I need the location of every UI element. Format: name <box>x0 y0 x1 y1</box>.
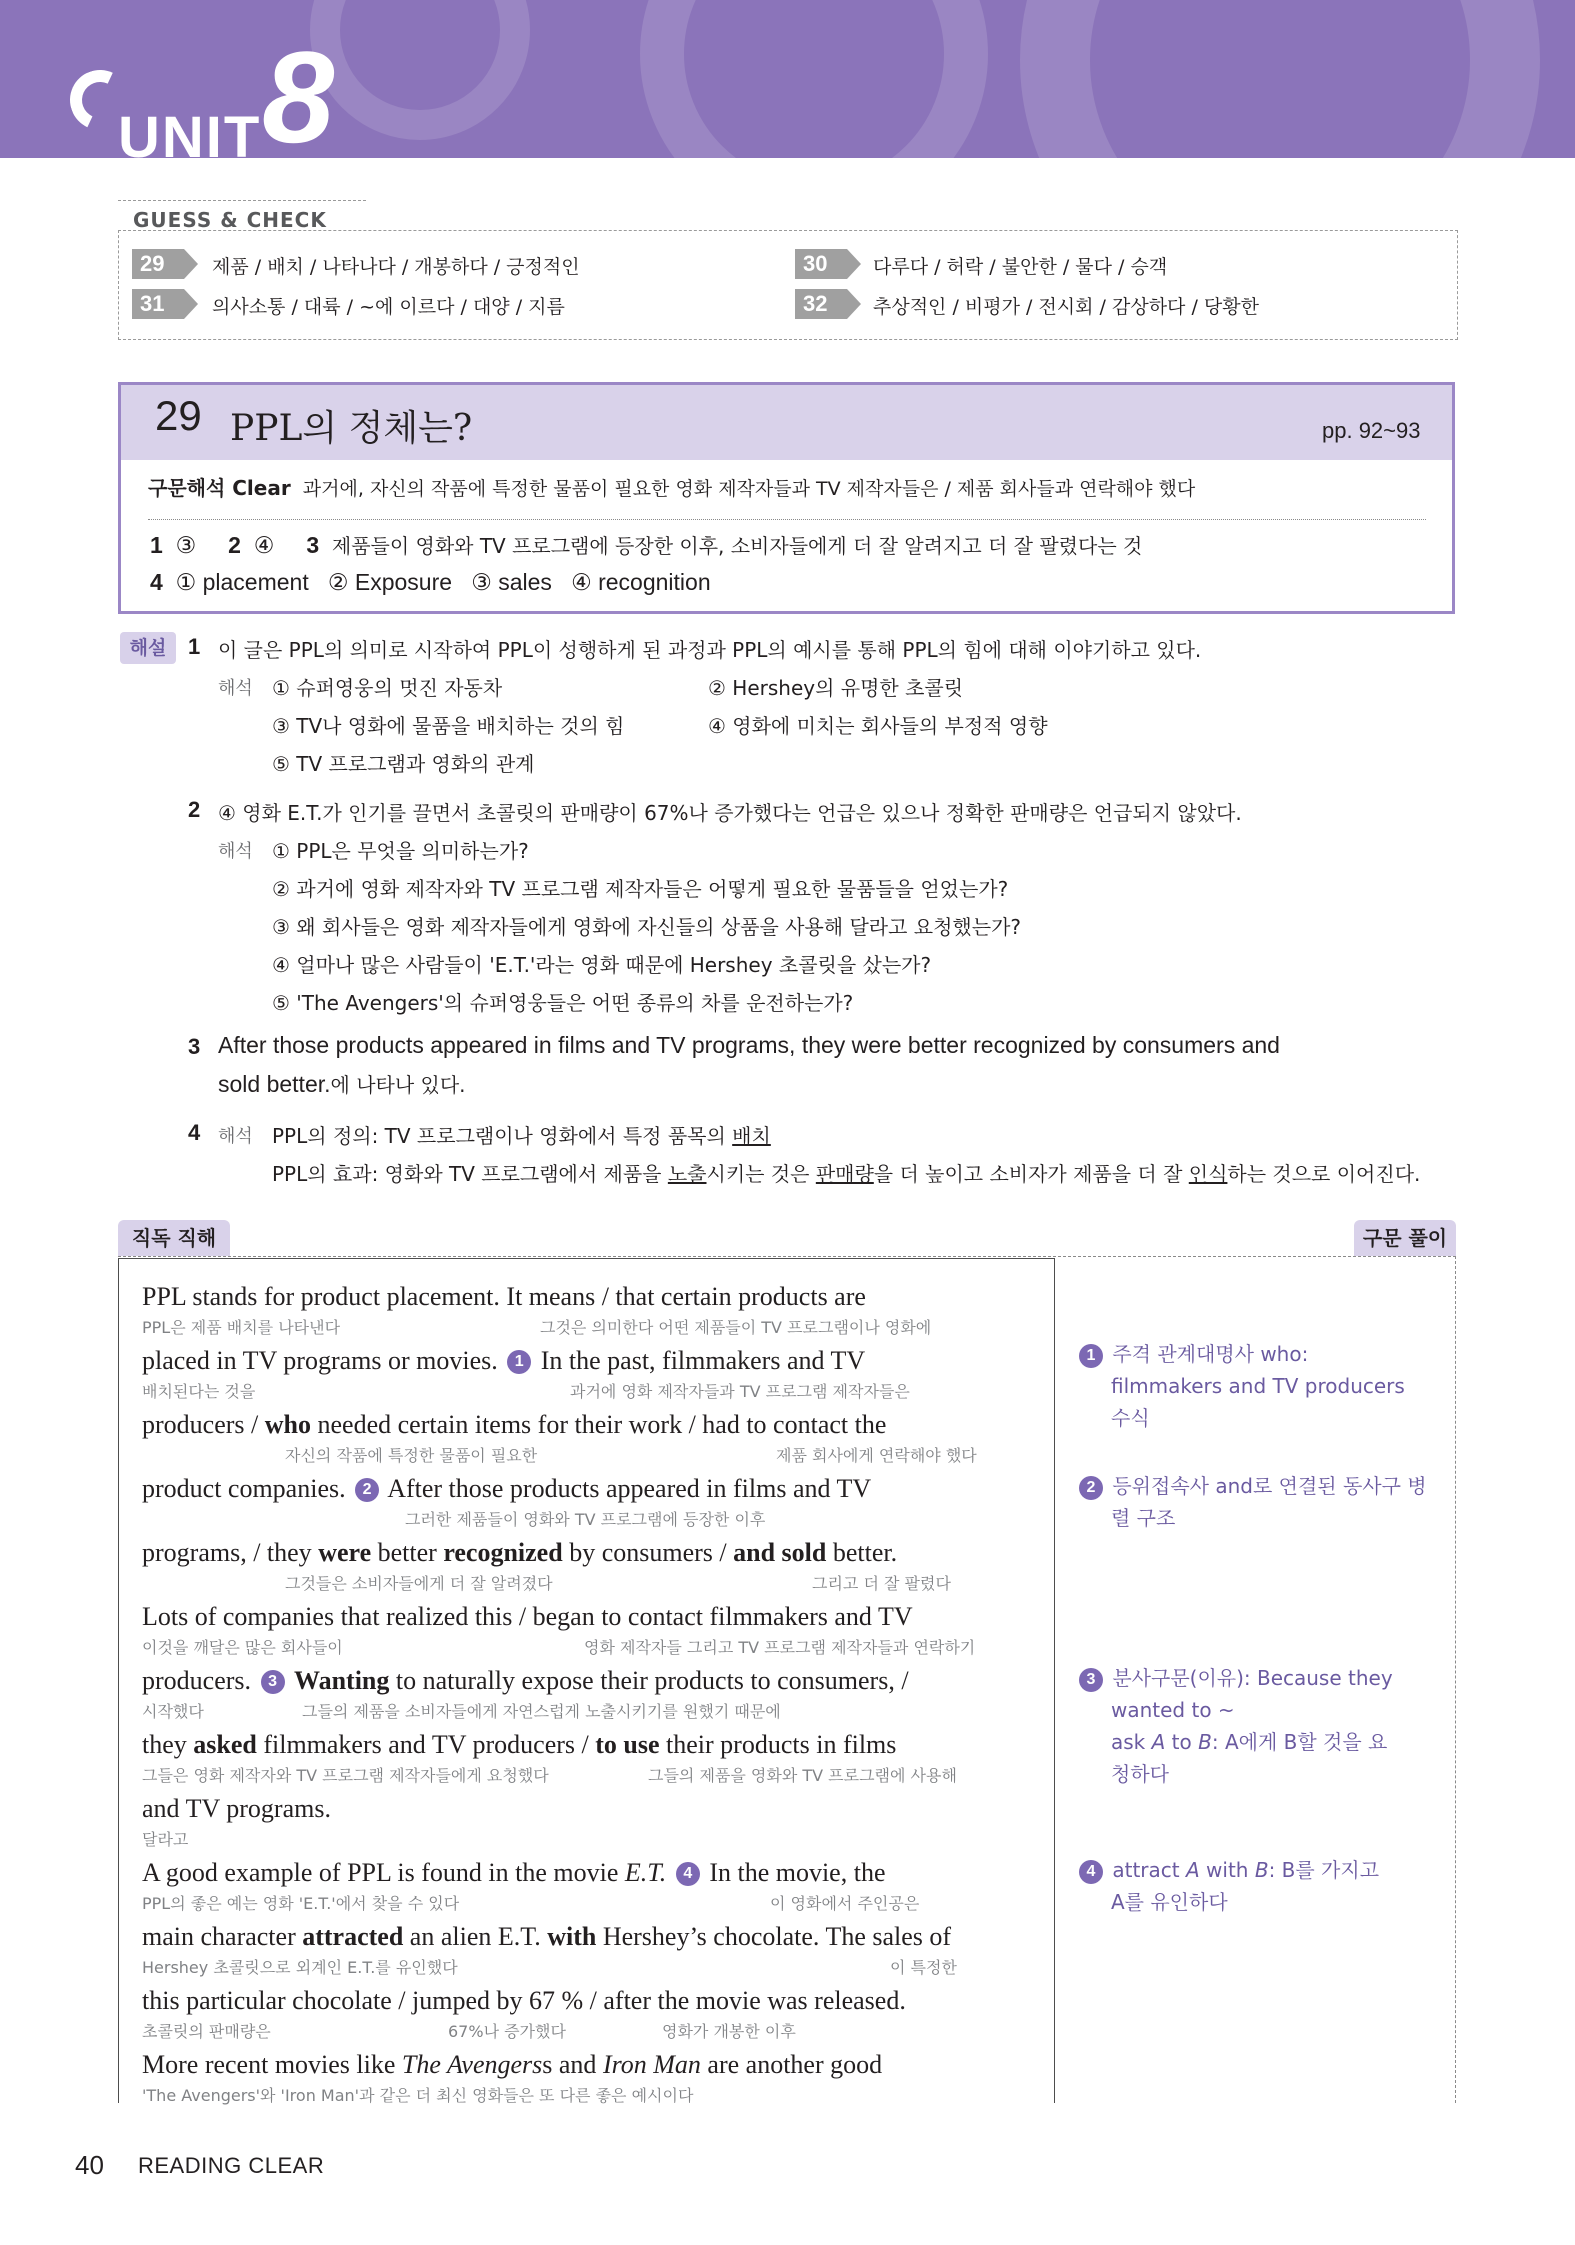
page-number: 40 <box>75 2150 104 2180</box>
note-text: with <box>1206 1858 1249 1882</box>
note-text: filmmakers and TV producers <box>1111 1374 1405 1398</box>
reading-text: In the movie, the <box>709 1858 886 1887</box>
reading-line <box>142 2050 882 2080</box>
q4-line-1 <box>272 1120 771 1149</box>
note-text: 청하다 <box>1111 1762 1169 1786</box>
reading-bold: with <box>547 1922 597 1951</box>
q1-label: 해석 <box>218 678 253 699</box>
answer-num: 1 <box>150 532 163 558</box>
reading-bold: were <box>318 1538 372 1567</box>
q4-text: 을 더 높이고 소비자가 제품을 더 잘 <box>873 1162 1183 1186</box>
q3-line-2 <box>218 1069 466 1098</box>
reading-bold: Wanting <box>294 1666 390 1695</box>
note-text: A를 유인하다 <box>1111 1890 1228 1914</box>
gloss: 영화가 개봉한 이후 <box>662 2022 796 2041</box>
syntax-clear <box>148 472 1195 501</box>
reading-line <box>142 1858 886 1888</box>
reading-text: by consumers / <box>569 1538 727 1567</box>
section-number: 29 <box>155 392 202 439</box>
reading-line <box>142 1538 897 1568</box>
reading-text: A good example of PPL is found in the movie <box>142 1858 619 1887</box>
gloss: 그들은 영화 제작자와 TV 프로그램 제작자들에게 요청했다 <box>142 1766 549 1785</box>
reading-line: Lots of companies that realized this / began to contact filmmakers and TV <box>142 1602 913 1631</box>
answer-value: ③ <box>175 532 197 558</box>
reading-text: Hershey’s chocolate. The sales of <box>602 1922 952 1951</box>
note-italic: B <box>1198 1730 1212 1754</box>
syntax-clear-text: 과거에, 자신의 작품에 특정한 물품이 필요한 영화 제작자들과 TV 제작자들은 / 제품 회사들과 연락해야 했다 <box>302 478 1196 500</box>
reading-text: programs, / they <box>142 1538 312 1567</box>
reading-text: main character <box>142 1922 296 1951</box>
reading-text: an alien E.T. <box>409 1922 541 1951</box>
page-range: pp. 92~93 <box>1322 418 1421 443</box>
answer-num: 2 <box>228 532 241 558</box>
q4-underline: 판매량 <box>815 1162 874 1186</box>
guess-text-29: 제품 / 배치 / 나타나다 / 개봉하다 / 긍정적인 <box>212 256 580 278</box>
answers-line-2 <box>150 569 711 596</box>
reading-text: they <box>142 1730 187 1759</box>
reading-bold: attracted <box>302 1922 404 1951</box>
circle-number: 1 <box>1079 1344 1103 1368</box>
note-text: 수식 <box>1111 1406 1150 1430</box>
circle-number: 4 <box>1079 1860 1103 1884</box>
q3-line-2-en: sold better. <box>218 1071 331 1097</box>
gloss: 그리고 더 잘 팔렸다 <box>812 1574 951 1593</box>
decor-circle <box>640 0 988 158</box>
reading-tag: 직독 직해 <box>118 1220 230 1256</box>
guess-badge-32: 32 <box>795 289 847 319</box>
reading-text: producers. <box>142 1666 252 1695</box>
divider <box>118 1256 1456 1257</box>
gloss: 과거에 영화 제작자들과 TV 프로그램 제작자들은 <box>570 1382 910 1401</box>
q1-option-2: ② Hershey의 유명한 초콜릿 <box>708 676 964 700</box>
q2-text: ④ 영화 E.T.가 인기를 끌면서 초콜릿의 판매량이 67%나 증가했다는 언급은 있으나 정확한 판매량은 언급되지 않았다. <box>218 801 1242 825</box>
gloss: 그것들은 소비자들에게 더 잘 알려졌다 <box>285 1574 553 1593</box>
reading-text: producers / <box>142 1410 259 1439</box>
syntax-clear-label: 구문해석 Clear <box>148 476 291 500</box>
q4-text: 시키는 것은 <box>706 1162 810 1186</box>
reading-italic: E.T. <box>624 1858 667 1887</box>
answer-num: 4 <box>150 569 163 595</box>
circle-number: 2 <box>1079 1476 1103 1500</box>
q2-option-4: ④ 얼마나 많은 사람들이 'E.T.'라는 영화 때문에 Hershey 초콜릿을 샀는가? <box>272 953 932 977</box>
note-text: attract <box>1112 1858 1180 1882</box>
explanation-tag: 해설 <box>120 632 176 664</box>
gloss: 배치된다는 것을 <box>142 1382 256 1401</box>
note-text: : B를 가지고 <box>1268 1858 1380 1882</box>
divider <box>1455 1256 1456 2103</box>
reading-text: their products in films <box>666 1730 897 1759</box>
decor-circle <box>310 0 530 140</box>
q3-line-1: After those products appeared in films and TV programs, they were better recognized by consumers and <box>218 1032 1280 1058</box>
gloss: 초콜릿의 판매량은 <box>142 2022 271 2041</box>
grammar-note-4 <box>1076 1854 1446 1918</box>
gloss: 제품 회사에게 연락해야 했다 <box>776 1446 977 1465</box>
guess-check-title: GUESS & CHECK <box>133 208 327 232</box>
reading-text: better <box>377 1538 437 1567</box>
reading-bold: asked <box>193 1730 257 1759</box>
reading-text: needed certain items for their work / had to contact the <box>317 1410 887 1439</box>
q2-option-2: ② 과거에 영화 제작자와 TV 프로그램 제작자들은 어떻게 필요한 물품들을 얻었는가? <box>272 877 1009 901</box>
gloss: 그들의 제품을 소비자들에게 자연스럽게 노출시키기를 원했기 때문에 <box>302 1702 781 1721</box>
note-text: wanted to ~ <box>1111 1698 1235 1722</box>
reading-italic: Iron Man <box>602 2050 701 2079</box>
reading-text: After those products appeared in films and TV <box>387 1474 872 1503</box>
q1-option-3: ③ TV나 영화에 물품을 배치하는 것의 힘 <box>272 714 625 738</box>
reading-line: PPL stands for product placement. It means / that certain products are <box>142 1282 866 1311</box>
q2-num: 2 <box>188 797 201 822</box>
gloss: 이것을 깨달은 많은 회사들이 <box>142 1638 343 1657</box>
answer-value: ④ <box>253 532 275 558</box>
book-title: READING CLEAR <box>138 2153 325 2178</box>
q1-option-1: ① 슈퍼영웅의 멋진 자동차 <box>272 676 503 700</box>
reading-line: this particular chocolate / jumped by 67 % / after the movie was released. <box>142 1986 906 2015</box>
q3-line-2-suffix: 에 나타나 있다. <box>330 1073 466 1097</box>
grammar-note-3 <box>1076 1662 1446 1790</box>
decor-circle <box>1020 0 1540 158</box>
circle-number: 3 <box>261 1670 285 1694</box>
gloss: Hershey 초콜릿으로 외계인 E.T.를 유인했다 <box>142 1958 458 1977</box>
reading-italic: The Avengers <box>401 2050 543 2079</box>
q4-underline: 인식 <box>1188 1162 1228 1186</box>
reading-line <box>142 1474 871 1504</box>
note-text: 분사구문(이유): Because they <box>1112 1666 1393 1690</box>
note-text: 주격 관계대명사 who: <box>1112 1342 1309 1366</box>
q2-option-5: ⑤ 'The Avengers'의 슈퍼영웅들은 어떤 종류의 차를 운전하는가? <box>272 991 854 1015</box>
q2-option-1: ① PPL은 무엇을 의미하는가? <box>272 839 529 863</box>
note-italic: A <box>1151 1730 1166 1754</box>
reading-text: More recent movies like <box>142 2050 396 2079</box>
note-text: : A에게 B할 것을 요 <box>1211 1730 1388 1754</box>
gloss: 시작했다 <box>142 1702 204 1721</box>
reading-bold: who <box>264 1410 311 1439</box>
reading-line: and TV programs. <box>142 1794 331 1823</box>
q2-option-3: ③ 왜 회사들은 영화 제작자들에게 영화에 자신들의 상품을 사용해 달라고 요청했는가? <box>272 915 1021 939</box>
reading-bold: and sold <box>733 1538 827 1567</box>
guess-text-30: 다루다 / 허락 / 불안한 / 물다 / 승객 <box>873 256 1168 278</box>
reading-text: In the past, filmmakers and TV <box>540 1346 866 1375</box>
reading-bold: recognized <box>443 1538 563 1567</box>
grammar-tag: 구문 풀이 <box>1354 1220 1456 1256</box>
answers-line-1 <box>150 530 1142 559</box>
section-title: PPL의 정체는? <box>230 408 473 449</box>
q1-option-5: ⑤ TV 프로그램과 영화의 관계 <box>272 752 535 776</box>
gloss: 67%나 증가했다 <box>448 2022 566 2041</box>
reading-text: are another good <box>707 2050 883 2079</box>
q4-underline: 배치 <box>732 1124 771 1148</box>
q2-label: 해석 <box>218 841 253 862</box>
gloss: 달라고 <box>142 1830 189 1849</box>
gloss: 그들의 제품을 영화와 TV 프로그램에 사용해 <box>648 1766 957 1785</box>
unit-number: 8 <box>262 24 335 170</box>
gloss: PPL의 좋은 예는 영화 'E.T.'에서 찾을 수 있다 <box>142 1894 460 1913</box>
reading-line <box>142 1922 951 1952</box>
note-text: 렬 구조 <box>1111 1506 1176 1530</box>
reading-text: placed in TV programs or movies. <box>142 1346 498 1375</box>
gloss: 그것은 의미한다 어떤 제품들이 TV 프로그램이나 영화에 <box>540 1318 932 1337</box>
gloss: 자신의 작품에 특정한 물품이 필요한 <box>285 1446 538 1465</box>
circle-number: 4 <box>676 1862 700 1886</box>
q4-underline: 노출 <box>667 1162 707 1186</box>
reading-text: product companies. <box>142 1474 346 1503</box>
reading-line <box>142 1730 896 1760</box>
gloss: 그러한 제품들이 영화와 TV 프로그램에 등장한 이후 <box>405 1510 766 1529</box>
reading-text: s and <box>542 2050 597 2079</box>
answer-value: 제품들이 영화와 TV 프로그램에 등장한 이후, 소비자들에게 더 잘 알려지고 더 잘 팔렸다는 것 <box>331 534 1143 558</box>
gloss: 이 영화에서 주인공은 <box>770 1894 920 1913</box>
note-italic: B <box>1254 1858 1269 1882</box>
q4-num: 4 <box>188 1120 201 1145</box>
reading-text: filmmakers and TV producers / <box>263 1730 589 1759</box>
guess-badge-30: 30 <box>795 249 847 279</box>
q4-text: PPL의 효과: 영화와 TV 프로그램에서 제품을 <box>272 1162 662 1186</box>
q4-line-2 <box>272 1158 1420 1187</box>
reading-text: better. <box>832 1538 898 1567</box>
circle-number: 3 <box>1079 1668 1103 1692</box>
answer-num: 3 <box>306 532 320 558</box>
reading-line <box>142 1410 886 1440</box>
grammar-note-1 <box>1076 1338 1446 1434</box>
reading-bold: to use <box>595 1730 660 1759</box>
guess-badge-29: 29 <box>132 249 184 279</box>
q4-label: 해석 <box>218 1126 253 1147</box>
note-text: 등위접속사 and로 연결된 동사구 병 <box>1112 1474 1427 1498</box>
q4-text: PPL의 정의: TV 프로그램이나 영화에서 특정 품목의 <box>272 1124 726 1148</box>
q4-text: 하는 것으로 이어진다. <box>1227 1162 1421 1186</box>
guess-text-32: 추상적인 / 비평가 / 전시회 / 감상하다 / 당황한 <box>873 296 1259 318</box>
reading-text: to naturally expose their products to consumers, / <box>395 1666 909 1695</box>
q1-option-4: ④ 영화에 미치는 회사들의 부정적 영향 <box>708 714 1048 738</box>
gloss: 이 특정한 <box>890 1958 957 1977</box>
reading-line <box>142 1666 909 1696</box>
q1-text: 이 글은 PPL의 의미로 시작하여 PPL이 성행하게 된 과정과 PPL의 예시를 통해 PPL의 힘에 대해 이야기하고 있다. <box>218 638 1202 662</box>
circle-number: 1 <box>507 1350 531 1374</box>
divider <box>148 519 1426 520</box>
answer-value: ① placement ② Exposure ③ sales ④ recognition <box>175 569 711 595</box>
circle-number: 2 <box>355 1478 379 1502</box>
note-text: to <box>1171 1730 1192 1754</box>
guess-text-31: 의사소통 / 대륙 / ~에 이르다 / 대양 / 지름 <box>212 296 565 318</box>
note-italic: A <box>1185 1858 1200 1882</box>
q1-num: 1 <box>188 634 201 659</box>
gloss: 'The Avengers'와 'Iron Man'과 같은 더 최신 영화들은 또 다른 좋은 예시이다 <box>142 2086 694 2105</box>
gloss: PPL은 제품 배치를 나타낸다 <box>142 1318 341 1337</box>
reading-line <box>142 1346 865 1376</box>
gloss: 영화 제작자들 그리고 TV 프로그램 제작자들과 연락하기 <box>584 1638 976 1657</box>
guess-check-box <box>118 230 1458 340</box>
grammar-note-2 <box>1076 1470 1446 1534</box>
note-text: ask <box>1111 1730 1146 1754</box>
unit-label: UNIT <box>118 105 262 170</box>
q3-num: 3 <box>188 1034 201 1059</box>
guess-badge-31: 31 <box>132 289 184 319</box>
